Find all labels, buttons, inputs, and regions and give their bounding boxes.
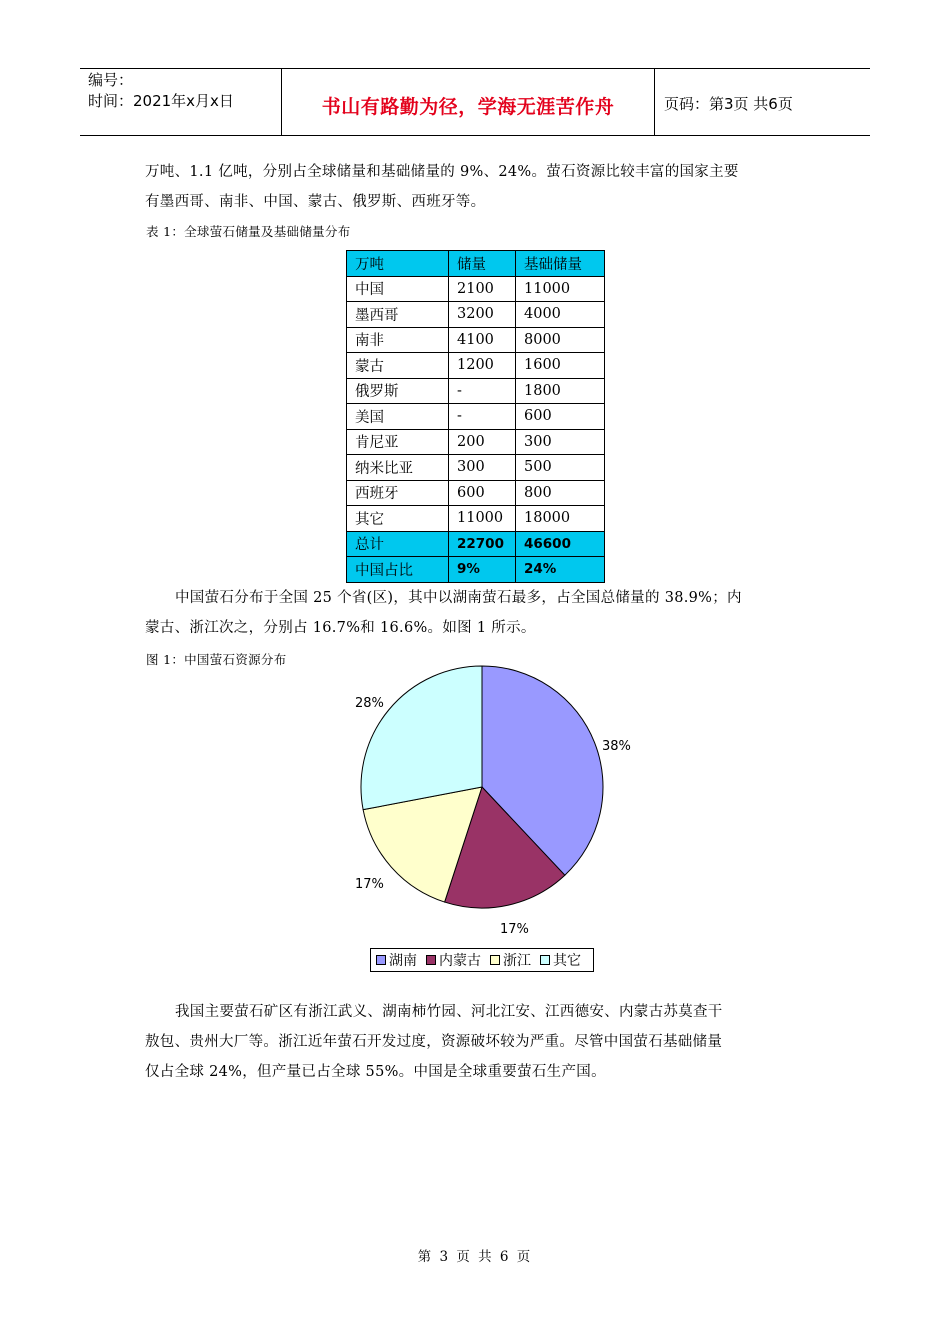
paragraph-line: 仅占全球 24%，但产量已占全球 55%。中国是全球重要萤石生产国。 <box>145 1064 606 1080</box>
table-header-cell: 基础储量 <box>516 251 605 277</box>
table-cell: - <box>449 404 516 430</box>
paragraph-line: 中国萤石分布于全国 25 个省(区)，其中以湖南萤石最多，占全国总储量的 38.9%；内 <box>175 590 742 606</box>
paragraph-line: 万吨、1.1 亿吨，分别占全球储量和基础储量的 9%、24%。萤石资源比较丰富的国家主要 <box>145 164 739 180</box>
table-row <box>347 276 605 302</box>
paragraph-line: 有墨西哥、南非、中国、蒙古、俄罗斯、西班牙等。 <box>145 194 486 210</box>
table-cell: 600 <box>449 480 516 506</box>
legend-swatch <box>426 955 436 965</box>
table-cell: 18000 <box>516 506 605 532</box>
table-cell: 南非 <box>347 327 449 353</box>
legend-label: 湖南 <box>389 953 417 969</box>
table-cell: 4100 <box>449 327 516 353</box>
header-meta <box>88 70 234 112</box>
pie-label-hunan: 38% <box>602 739 631 754</box>
table-cell: 1800 <box>516 378 605 404</box>
header-divider-right <box>654 68 655 136</box>
legend-item <box>540 950 581 970</box>
table-header-row <box>347 251 605 277</box>
table-cell: 46600 <box>516 531 605 557</box>
table-row <box>347 353 605 379</box>
legend-swatch <box>540 955 550 965</box>
legend-label: 浙江 <box>503 953 531 969</box>
paragraph-line: 蒙古、浙江次之，分别占 16.7%和 16.6%。如图 1 所示。 <box>145 620 536 636</box>
table-row <box>347 480 605 506</box>
table-cell: 2100 <box>449 276 516 302</box>
document-number-label: 编号： <box>88 71 134 89</box>
table-total-row <box>347 531 605 557</box>
paragraph-china-distribution <box>145 583 810 643</box>
table-cell: 8000 <box>516 327 605 353</box>
table-cell: 9% <box>449 557 516 583</box>
paragraph-line: 敖包、贵州大厂等。浙江近年萤石开发过度，资源破坏较为严重。尽管中国萤石基础储量 <box>145 1034 723 1050</box>
table-cell: 蒙古 <box>347 353 449 379</box>
pie-slice-other <box>361 666 482 810</box>
table-header-cell: 储量 <box>449 251 516 277</box>
pie-label-inner-mongolia: 17% <box>500 922 529 937</box>
header-motto: 书山有路勤为径，学海无涯苦作舟 <box>321 96 615 118</box>
table-row <box>347 378 605 404</box>
paragraph-main-mines <box>145 997 810 1087</box>
table-cell: 其它 <box>347 506 449 532</box>
table-cell: 800 <box>516 480 605 506</box>
table-cell: 西班牙 <box>347 480 449 506</box>
figure-caption: 图 1：中国萤石资源分布 <box>146 652 287 667</box>
legend-item <box>490 950 531 970</box>
table-cell: 11000 <box>516 276 605 302</box>
header-top-rule <box>80 68 870 69</box>
table-row <box>347 327 605 353</box>
pie-label-other: 28% <box>355 696 384 711</box>
table-cell: 22700 <box>449 531 516 557</box>
table-row <box>347 506 605 532</box>
table-cell: 中国 <box>347 276 449 302</box>
legend-swatch <box>376 955 386 965</box>
legend-item <box>426 950 481 970</box>
table-row <box>347 302 605 328</box>
legend-swatch <box>490 955 500 965</box>
table-row <box>347 404 605 430</box>
table-cell: 500 <box>516 455 605 481</box>
table-cell: 俄罗斯 <box>347 378 449 404</box>
paragraph-intro <box>145 157 810 217</box>
table-cell: 24% <box>516 557 605 583</box>
pie-label-zhejiang: 17% <box>355 877 384 892</box>
table-cell: 中国占比 <box>347 557 449 583</box>
legend-label: 内蒙古 <box>439 953 481 969</box>
document-date-label: 时间：2021年x月x日 <box>88 92 234 110</box>
table-row <box>347 455 605 481</box>
table-cell: 600 <box>516 404 605 430</box>
fluorite-reserves-table <box>346 250 605 583</box>
paragraph-line: 我国主要萤石矿区有浙江武义、湖南柿竹园、河北江安、江西德安、内蒙古苏莫查干 <box>175 1004 723 1020</box>
header-bottom-rule <box>80 135 870 136</box>
header-page-label: 页码：第3页 共6页 <box>664 95 793 113</box>
table-caption: 表 1：全球萤石储量及基础储量分布 <box>146 224 351 239</box>
legend-label: 其它 <box>553 953 581 969</box>
table-cell: 300 <box>449 455 516 481</box>
table-row <box>347 429 605 455</box>
table-cell: 3200 <box>449 302 516 328</box>
legend-item <box>376 950 417 970</box>
table-cell: 200 <box>449 429 516 455</box>
table-cell: 11000 <box>449 506 516 532</box>
table-cell: 总计 <box>347 531 449 557</box>
table-cell: 1200 <box>449 353 516 379</box>
page-footer: 第 3 页 共 6 页 <box>417 1249 533 1265</box>
table-header-cell: 万吨 <box>347 251 449 277</box>
table-cell: 1600 <box>516 353 605 379</box>
table-cell: 纳米比亚 <box>347 455 449 481</box>
table-cell: 墨西哥 <box>347 302 449 328</box>
table-cell: 美国 <box>347 404 449 430</box>
table-cell: 4000 <box>516 302 605 328</box>
table-share-row <box>347 557 605 583</box>
table-cell: 300 <box>516 429 605 455</box>
chart-legend <box>370 948 594 972</box>
table-cell: 肯尼亚 <box>347 429 449 455</box>
table-cell: - <box>449 378 516 404</box>
